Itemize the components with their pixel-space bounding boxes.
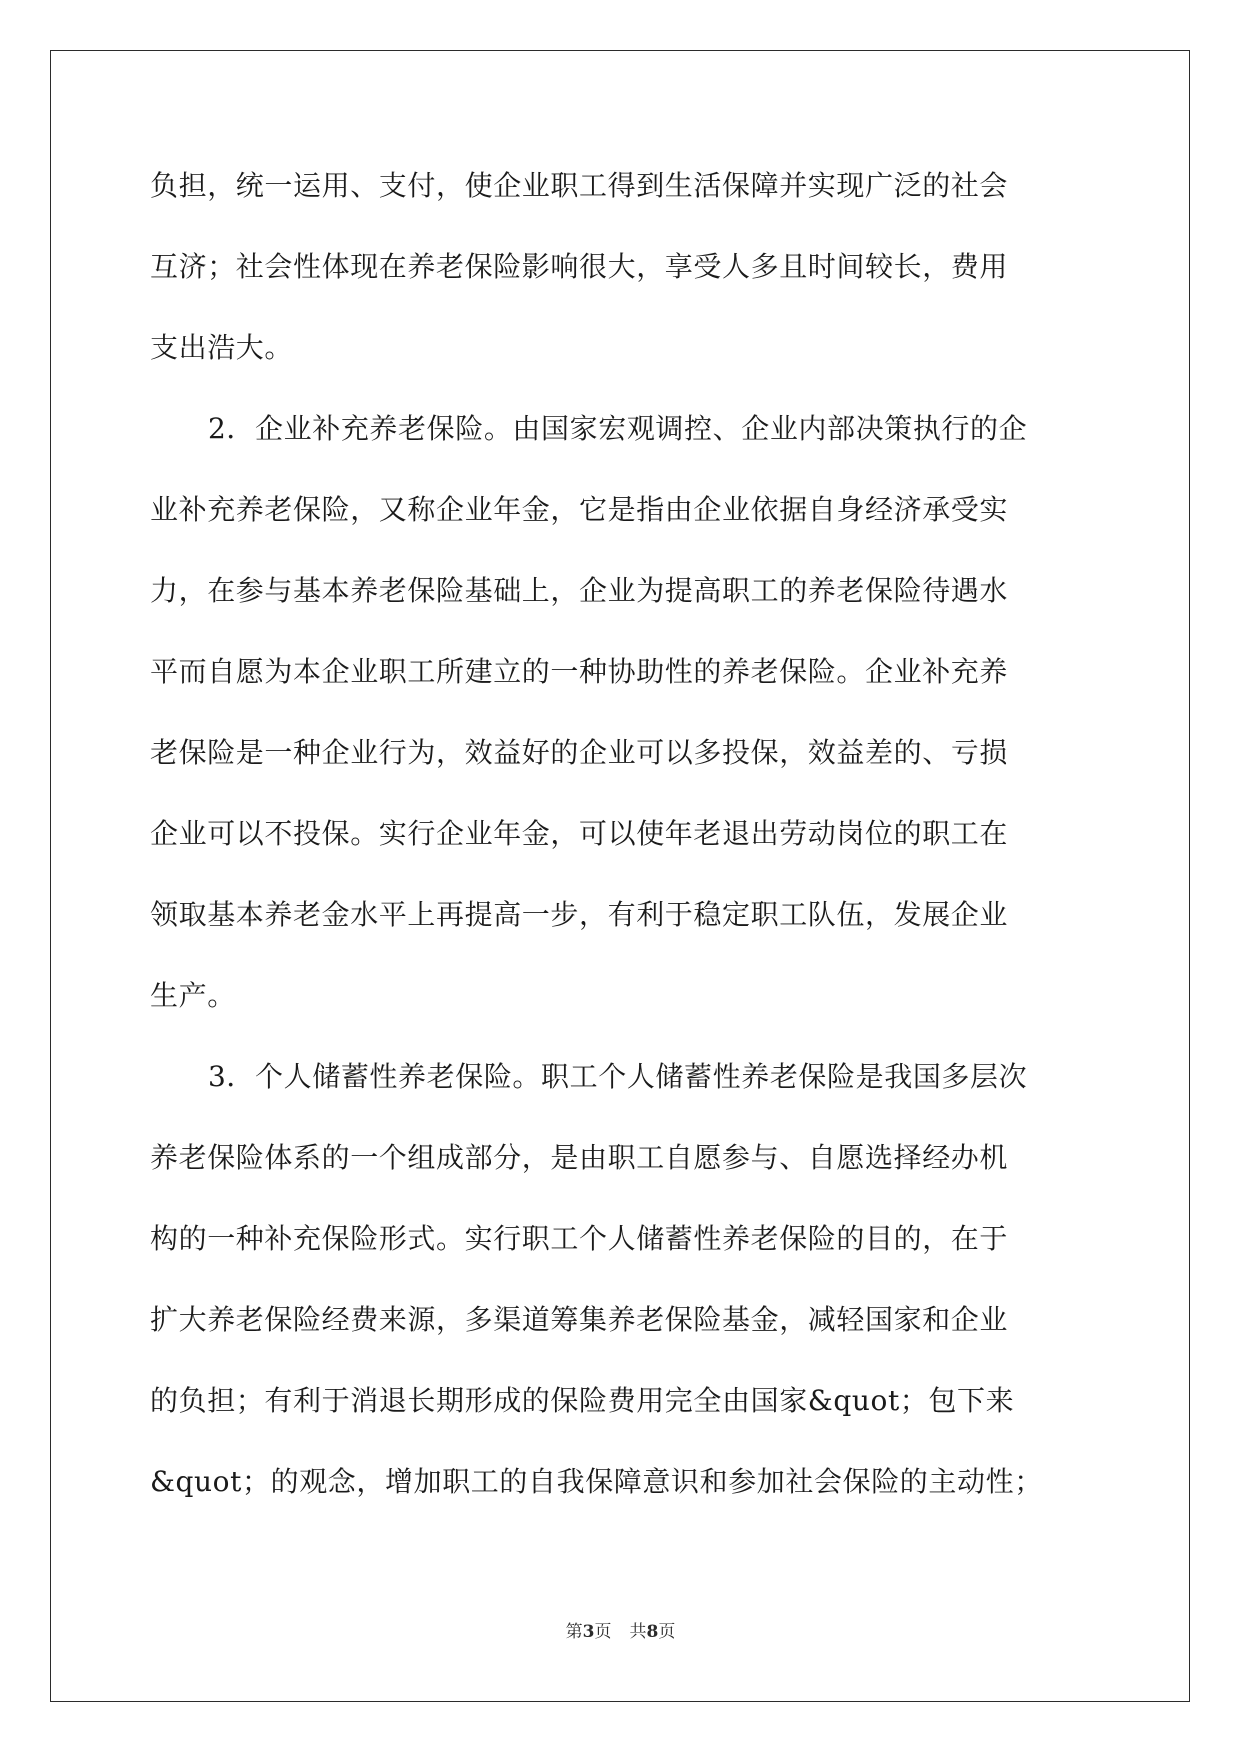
text-line: 平而自愿为本企业职工所建立的一种协助性的养老保险。企业补充养 [150, 655, 1009, 688]
paragraph-start-line: 3．个人储蓄性养老保险。职工个人储蓄性养老保险是我国多层次 [208, 1060, 1028, 1093]
text-line: 领取基本养老金水平上再提高一步，有利于稳定职工队伍，发展企业 [150, 898, 1009, 931]
text-line: 生产。 [150, 979, 236, 1012]
total-page-number: 8 [646, 1622, 659, 1642]
text-line: 负担，统一运用、支付，使企业职工得到生活保障并实现广泛的社会 [150, 169, 1009, 202]
text-line: 的负担；有利于消退长期形成的保险费用完全由国家&quot；包下来 [150, 1384, 1015, 1417]
total-prefix: 共 [629, 1622, 647, 1642]
text-line: 养老保险体系的一个组成部分，是由职工自愿参与、自愿选择经办机 [150, 1141, 1009, 1174]
text-line: 力，在参与基本养老保险基础上，企业为提高职工的养老保险待遇水 [150, 574, 1009, 607]
text-line: 支出浩大。 [150, 331, 294, 364]
current-page-number: 3 [582, 1622, 595, 1642]
text-line: &quot；的观念，增加职工的自我保障意识和参加社会保险的主动性； [150, 1465, 1043, 1498]
text-line: 企业可以不投保。实行企业年金，可以使年老退出劳动岗位的职工在 [150, 817, 1009, 850]
text-line: 老保险是一种企业行为，效益好的企业可以多投保，效益差的、亏损 [150, 736, 1009, 769]
text-line: 构的一种补充保险形式。实行职工个人储蓄性养老保险的目的，在于 [150, 1222, 1009, 1255]
document-body [150, 160, 1095, 1537]
text-line: 业补充养老保险，又称企业年金，它是指由企业依据自身经济承受实 [150, 493, 1009, 526]
paragraph-start-line: 2．企业补充养老保险。由国家宏观调控、企业内部决策执行的企 [208, 412, 1028, 445]
page-prefix: 第 [565, 1622, 583, 1642]
page-unit: 页 [594, 1622, 612, 1642]
page-footer [0, 1617, 1241, 1642]
text-line: 扩大养老保险经费来源，多渠道筹集养老保险基金，减轻国家和企业 [150, 1303, 1009, 1336]
total-unit: 页 [658, 1622, 676, 1642]
text-line: 互济；社会性体现在养老保险影响很大，享受人多且时间较长，费用 [150, 250, 1009, 283]
